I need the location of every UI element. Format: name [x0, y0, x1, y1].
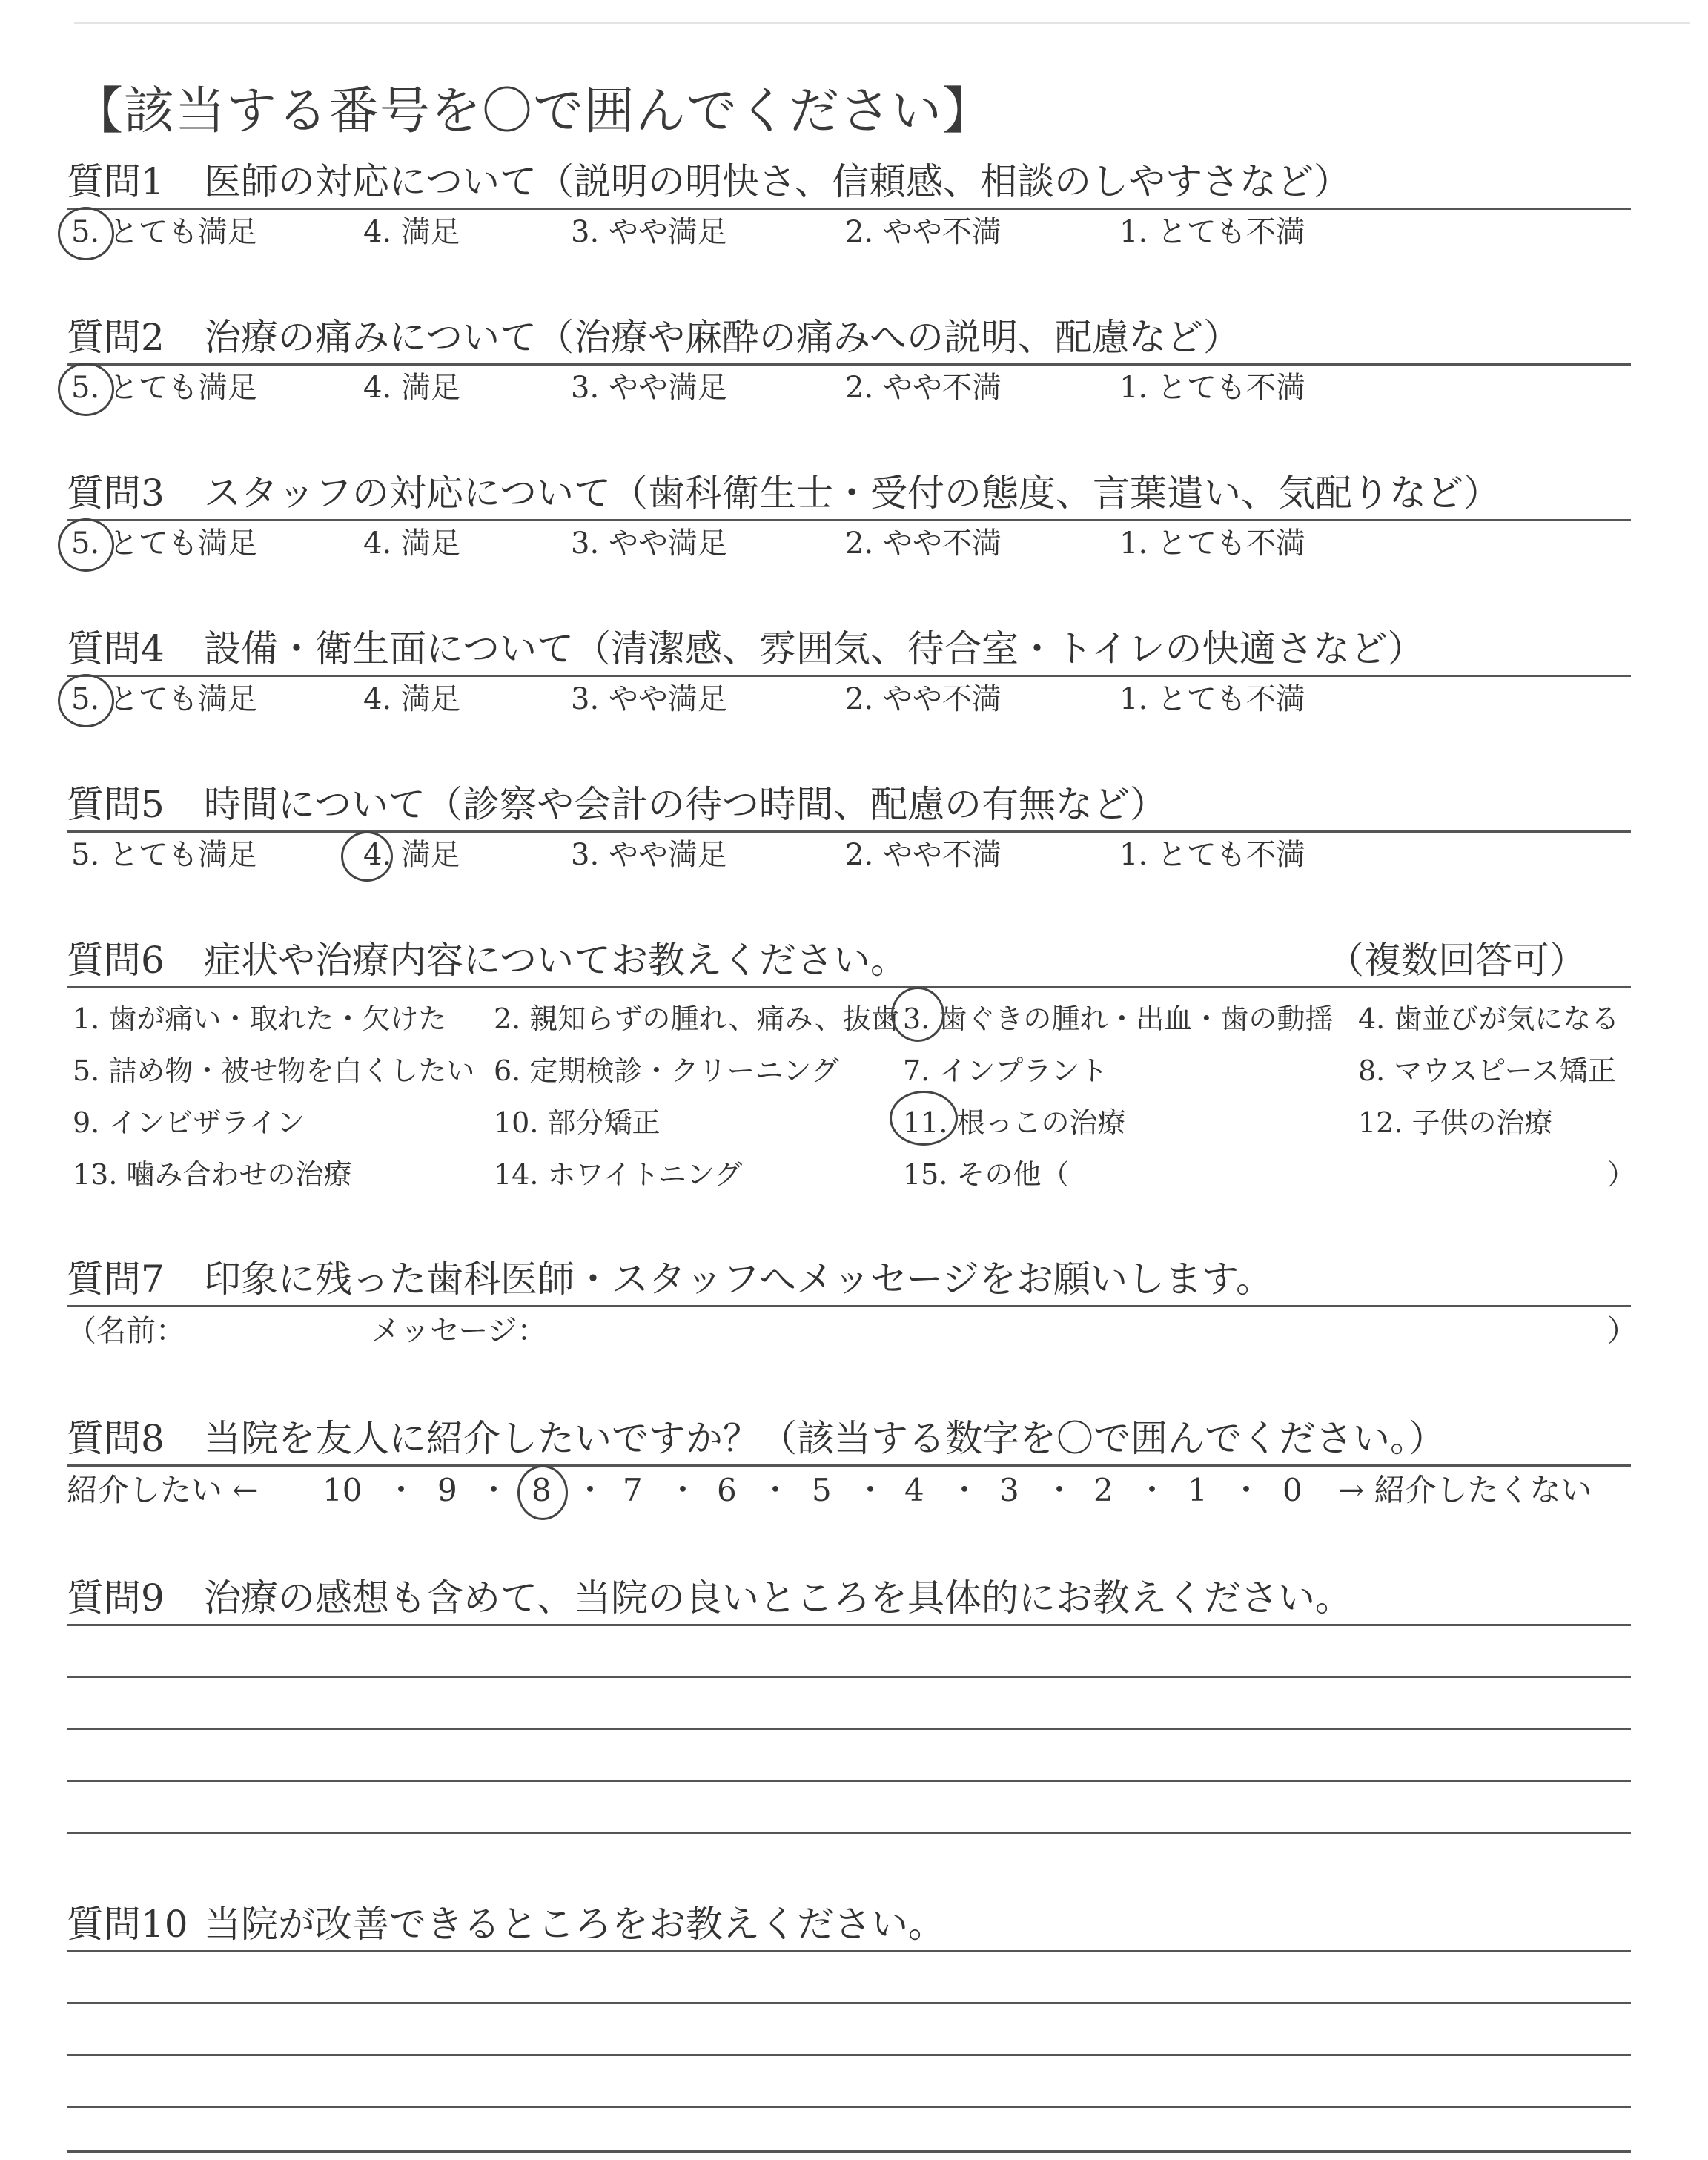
symptom-option[interactable]: 12. 子供の治療: [1358, 1106, 1553, 1139]
symptom-option[interactable]: 3. 歯ぐきの腫れ・出血・歯の動揺: [903, 1003, 1334, 1035]
option-satisfied[interactable]: 4. 満足: [363, 371, 460, 405]
option-very-dissatisfied[interactable]: 1. とても不満: [1119, 682, 1305, 716]
option-somewhat-dissatisfied[interactable]: 2. やや不満: [845, 371, 1002, 405]
answer-line: [67, 1832, 1631, 1834]
question-2: [67, 311, 1631, 410]
option-somewhat-satisfied[interactable]: 3. やや満足: [571, 526, 727, 561]
scale-separator: ・: [575, 1472, 606, 1508]
answer-line: [67, 2106, 1631, 2108]
question-4: [67, 623, 1631, 721]
option-very-dissatisfied[interactable]: 1. とても不満: [1119, 371, 1305, 405]
answer-line: [67, 2150, 1631, 2153]
scale-right-label: → 紹介したくない: [1338, 1472, 1592, 1508]
page-title: 【該当する番号を〇で囲んでください】: [73, 82, 994, 141]
other-close-paren: ）: [1607, 1158, 1636, 1191]
question-number: 質問5: [67, 783, 165, 826]
symptom-option[interactable]: 2. 親知らずの腫れ、痛み、抜歯: [494, 1003, 899, 1035]
question-text: スタッフの対応について（歯科衛生士・受付の態度、言葉遣い、気配りなど）: [204, 472, 1500, 515]
option-somewhat-satisfied[interactable]: 3. やや満足: [571, 215, 727, 249]
scale-value[interactable]: 5: [812, 1472, 832, 1508]
symptom-option[interactable]: 11. 根っこの治療: [903, 1106, 1126, 1139]
option-somewhat-dissatisfied[interactable]: 2. やや不満: [845, 838, 1002, 872]
scale-value[interactable]: 1: [1188, 1472, 1208, 1508]
question-3: [67, 467, 1631, 566]
multiple-answer-note: （複数回答可）: [1327, 939, 1586, 982]
question-number: 質問7: [67, 1258, 165, 1301]
question-number: 質問1: [67, 160, 165, 203]
question-text: 症状や治療内容についてお教えください。: [204, 939, 907, 982]
option-somewhat-satisfied[interactable]: 3. やや満足: [571, 682, 727, 716]
option-satisfied[interactable]: 4. 満足: [363, 838, 460, 872]
rating-options: [67, 210, 1631, 254]
scale-value[interactable]: 0: [1282, 1472, 1302, 1508]
symptom-option[interactable]: 15. その他（: [903, 1158, 1070, 1191]
option-satisfied[interactable]: 4. 満足: [363, 215, 460, 249]
scan-edge-line: [74, 22, 1690, 24]
question-number: 質問8: [67, 1417, 165, 1460]
scale-separator: ・: [1136, 1472, 1168, 1508]
question-text: 当院を友人に紹介したいですか？（該当する数字を〇で囲んでください。）: [204, 1417, 1446, 1460]
option-somewhat-satisfied[interactable]: 3. やや満足: [571, 371, 727, 405]
option-somewhat-dissatisfied[interactable]: 2. やや不満: [845, 526, 1002, 561]
recommend-scale: [67, 1467, 1631, 1514]
answer-line: [67, 1728, 1631, 1730]
option-satisfied[interactable]: 4. 満足: [363, 526, 460, 561]
scale-separator: ・: [667, 1472, 699, 1508]
question-text: 設備・衛生面について（清潔感、雰囲気、待合室・トイレの快適さなど）: [204, 627, 1425, 670]
scale-separator: ・: [1044, 1472, 1076, 1508]
symptom-option[interactable]: 5. 詰め物・被せ物を白くしたい: [73, 1054, 475, 1087]
option-somewhat-satisfied[interactable]: 3. やや満足: [571, 838, 727, 872]
question-10: [67, 1898, 1631, 1952]
option-very-dissatisfied[interactable]: 1. とても不満: [1119, 526, 1305, 561]
symptom-option[interactable]: 10. 部分矯正: [494, 1106, 661, 1139]
question-9: [67, 1572, 1631, 1626]
scale-separator: ・: [385, 1472, 417, 1508]
option-very-dissatisfied[interactable]: 1. とても不満: [1119, 215, 1305, 249]
scale-left-label: 紹介したい ←: [67, 1472, 259, 1508]
question-8: [67, 1413, 1631, 1514]
option-somewhat-dissatisfied[interactable]: 2. やや不満: [845, 215, 1002, 249]
answer-line: [67, 2002, 1631, 2004]
name-label: （名前：: [67, 1314, 185, 1348]
scale-value[interactable]: 8: [532, 1472, 552, 1508]
message-row: [67, 1307, 1637, 1355]
option-very-satisfied[interactable]: 5. とても満足: [71, 682, 257, 716]
scale-value[interactable]: 4: [904, 1472, 924, 1508]
option-very-satisfied[interactable]: 5. とても満足: [71, 215, 257, 249]
option-somewhat-dissatisfied[interactable]: 2. やや不満: [845, 682, 1002, 716]
scale-separator: ・: [949, 1472, 981, 1508]
question-text: 時間について（診察や会計の待つ時間、配慮の有無など）: [204, 783, 1167, 826]
rating-options: [67, 677, 1631, 721]
question-number: 質問10: [67, 1903, 188, 1946]
question-number: 質問4: [67, 627, 165, 670]
option-satisfied[interactable]: 4. 満足: [363, 682, 460, 716]
question-6: [67, 934, 1636, 1191]
question-7: [67, 1253, 1637, 1355]
symptom-option[interactable]: 4. 歯並びが気になる: [1358, 1003, 1620, 1035]
option-very-dissatisfied[interactable]: 1. とても不満: [1119, 838, 1305, 872]
symptom-option[interactable]: 13. 噛み合わせの治療: [73, 1158, 352, 1191]
question-number: 質問9: [67, 1576, 165, 1619]
answer-line: [67, 1780, 1631, 1782]
symptom-option[interactable]: 7. インプラント: [903, 1054, 1108, 1087]
scale-value[interactable]: 6: [717, 1472, 737, 1508]
answer-line: [67, 2054, 1631, 2056]
scale-separator: ・: [478, 1472, 510, 1508]
answer-line: [67, 1676, 1631, 1678]
rating-options: [67, 366, 1631, 410]
scale-separator: ・: [855, 1472, 887, 1508]
question-text: 治療の感想も含めて、当院の良いところを具体的にお教えください。: [204, 1576, 1352, 1619]
question-text: 印象に残った歯科医師・スタッフへメッセージをお願いします。: [204, 1258, 1273, 1301]
symptom-option[interactable]: 8. マウスピース矯正: [1358, 1054, 1616, 1087]
scale-separator: ・: [1231, 1472, 1262, 1508]
symptom-option[interactable]: 1. 歯が痛い・取れた・欠けた: [73, 1003, 447, 1035]
question-text: 当院が改善できるところをお教えください。: [204, 1903, 945, 1946]
question-1: [67, 156, 1631, 254]
question-5: [67, 779, 1631, 877]
scale-value[interactable]: 9: [437, 1472, 457, 1508]
question-number: 質問2: [67, 316, 165, 359]
rating-options: [67, 521, 1631, 566]
scale-value[interactable]: 2: [1093, 1472, 1113, 1508]
symptom-option[interactable]: 9. インビザライン: [73, 1106, 305, 1139]
question-text: 医師の対応について（説明の明快さ、信頼感、相談のしやすさなど）: [204, 160, 1351, 203]
rating-options: [67, 833, 1631, 877]
scale-separator: ・: [760, 1472, 792, 1508]
scale-value[interactable]: 7: [623, 1472, 643, 1508]
question-number: 質問3: [67, 472, 165, 515]
scale-value[interactable]: 3: [999, 1472, 1019, 1508]
symptom-option[interactable]: 6. 定期検診・クリーニング: [494, 1054, 839, 1087]
option-very-satisfied[interactable]: 5. とても満足: [71, 371, 257, 405]
option-very-satisfied[interactable]: 5. とても満足: [71, 526, 257, 561]
message-close-paren: ）: [1607, 1314, 1637, 1348]
message-label: メッセージ：: [371, 1314, 547, 1348]
question-number: 質問6: [67, 939, 165, 982]
symptom-option[interactable]: 14. ホワイトニング: [494, 1158, 743, 1191]
option-very-satisfied[interactable]: 5. とても満足: [71, 838, 257, 872]
question-text: 治療の痛みについて（治療や麻酔の痛みへの説明、配慮など）: [204, 316, 1240, 359]
scale-value[interactable]: 10: [322, 1472, 363, 1508]
